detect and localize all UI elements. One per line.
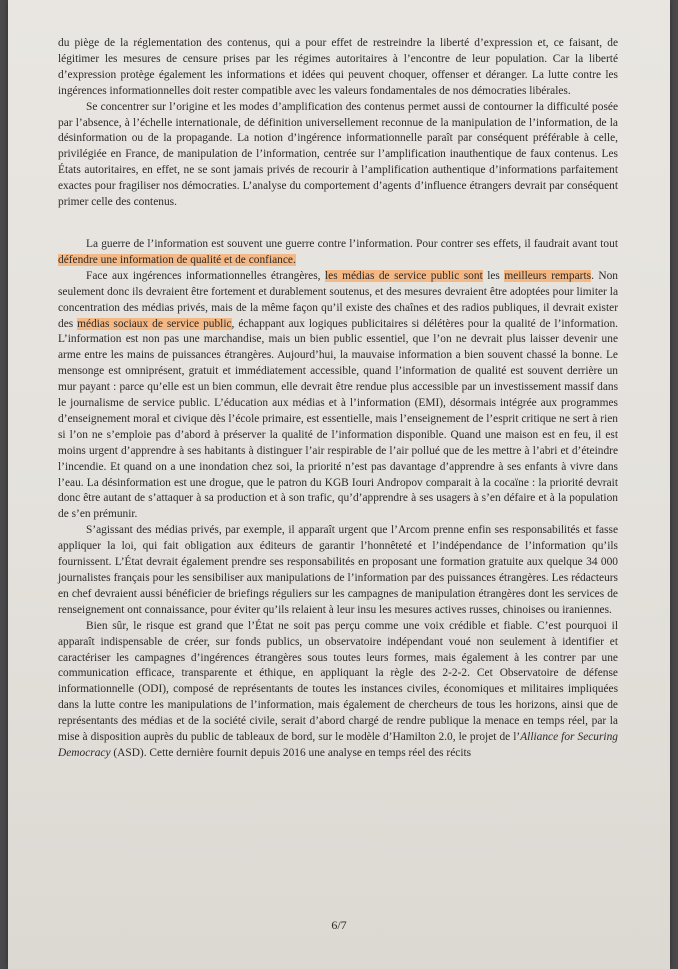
body-text <box>58 36 618 762</box>
section-gap <box>58 211 618 237</box>
paragraph-2: Se concentrer sur l’origine et les modes d’amplification des contenus permet aussi de contourner la difficulté posée par l’absence, à l’échelle internationale, de définition universellement reconnue de la manipulation de l’information, de la désinformation ou de la propagande. La notion d’ingérence informationnelle paraît par conséquent préférable à celle, privilégiée en France, de manipulation de l’information, centrée sur l’amplification inauthentique de faux contenus. Les États autoritaires, en effet, ne se sont jamais privés de recourir à l’amplification authentique d’informations parfaitement exactes pour fragiliser nos démocraties. L’analyse du comportement d’agents d’influence étrangers devrait par conséquent primer celle des contenus. <box>58 100 618 209</box>
highlighted-text: défendre une information de qualité et de confiance. <box>58 253 296 266</box>
paragraph-4-text: Face aux ingérences informationnelles étrangères, <box>86 269 325 282</box>
paragraph-5: S’agissant des médias privés, par exemple, il apparaît urgent que l’Arcom prenne enfin ses responsabilités et fasse appliquer la loi, qui fait obligation aux éditeurs de garantir l’honnêteté et l’indépendance de l’information qu’ils fournissent. L’État devrait également prendre ses responsabilités en proposant une formation gratuite aux quelque 34 000 journalistes français pour les sensibiliser aux manipulations de l’information par des puissances étrangères. Les rédacteurs en chef devraient aussi bénéficier de briefings réguliers sur les campagnes de manipulation étrangères dont les services de renseignement ont connaissance, pour éviter qu’ils relaient à leur insu les mesures actives russes, chinoises ou iraniennes. <box>58 524 618 616</box>
paragraph-3 <box>58 237 618 269</box>
document-page <box>8 0 670 969</box>
highlighted-text: les médias de service public sont <box>325 269 483 282</box>
page-number: 6/7 <box>331 918 347 932</box>
paragraph-1: du piège de la réglementation des contenus, qui a pour effet de restreindre la liberté d’expression et, ce faisant, de légitimer les mesures de censure prises par les régimes autoritaires à l’encontre de leur population. Car la liberté d’expression protège également les informations et idées qui peuvent choquer, offenser et déranger. La lutte contre les ingérences informationnelles doit rester compatible avec les valeurs fondamentales de nos démocraties libérales. <box>58 37 618 97</box>
paragraph-4 <box>58 269 618 524</box>
paragraph-6-text: Bien sûr, le risque est grand que l’État ne soit pas perçu comme une voix crédible et fiable. C’est pourquoi il apparaît indispensable de créer, sur fonds publics, un observatoire indépendant voué non seulement à identifier et caractériser les campagnes d’ingérences étrangères sous toutes leurs formes, mais également à les contrer par une communication efficace, transparente et éthique, en appliquant la règle des 2-2-2. Cet Observatoire de défense informationnelle (ODI), composé de représentants de toutes les instances civiles, économiques et militaires impliquées dans la lutte contre les manipulations de l’information, mais également de chercheurs de tous les horizons, ainsi que de représentants des médias et de la société civile, serait d’abord chargé de rendre publique la menace en temps réel, par la mise à disposition auprès du public de tableaux de bord, sur le modèle d’Hamilton 2.0, le projet de l’ <box>58 619 618 744</box>
highlighted-text: médias sociaux de service public <box>77 317 232 330</box>
paragraph-6 <box>58 619 618 762</box>
paragraph-4-text: . Non seulement donc ils devraient être fortement et durablement soutenus, et des mesures devraient être adoptées pour limiter la concentration des médias privés, mais de la même façon qu’il existe des chaînes et des radios publiques, il devrait exister des <box>58 269 618 330</box>
paragraph-6-text: (ASD). Cette dernière fournit depuis 2016 une analyse en temps réel des récits <box>110 746 472 759</box>
highlighted-text: meilleurs remparts <box>504 269 592 282</box>
italic-title: Alliance for Securing Democracy <box>58 731 618 759</box>
paragraph-3-text: La guerre de l’information est souvent une guerre contre l’information. Pour contrer ses effets, il faudrait avant tout <box>86 237 618 250</box>
paragraph-4-text: les <box>482 269 505 282</box>
paragraph-4-text: , échappant aux logiques publicitaires si délétères pour la qualité de l’information. L’information est non pas une marchandise, mais un bien public essentiel, que l’on ne devrait plus laisser devenir une arme entre les mains de puissances étrangères. Aujourd’hui, la mauvaise information a bien souvent chassé la bonne. Le mensonge est omniprésent, gratuit et immédiatement accessible, quand l’information de qualité est souvent derrière un mur payant : parce qu’elle est un bien commun, elle devrait être rendue plus accessible par un investissement massif dans le journalisme de service public. L’éducation aux médias et à l’information (EMI), désormais intégrée aux programmes d’enseignement moral et civique dès l’école primaire, est essentielle, mais l’enseignement de l’esprit critique ne sert à rien si l’on ne s’emploie pas d’abord à préserver la qualité de l’information disponible. Quand une maison est en feu, il est moins urgent d’apprendre à ses habitants à distinguer l’air respirable de l’air pollué que de les mettre à l’abri et d’éteindre l’incendie. Et quand on a une inondation chez soi, la priorité n’est pas davantage d’apprendre à ses enfants à vivre dans l’eau. La désinformation est une drogue, que le patron du KGB Iouri Andropov comparait à la cocaïne : la priorité devrait donc être autant de s’attaquer à sa production et à son trafic, qu’d’apprendre à ses usagers à s’en défaire et à la population de s’en prémunir. <box>58 317 618 521</box>
